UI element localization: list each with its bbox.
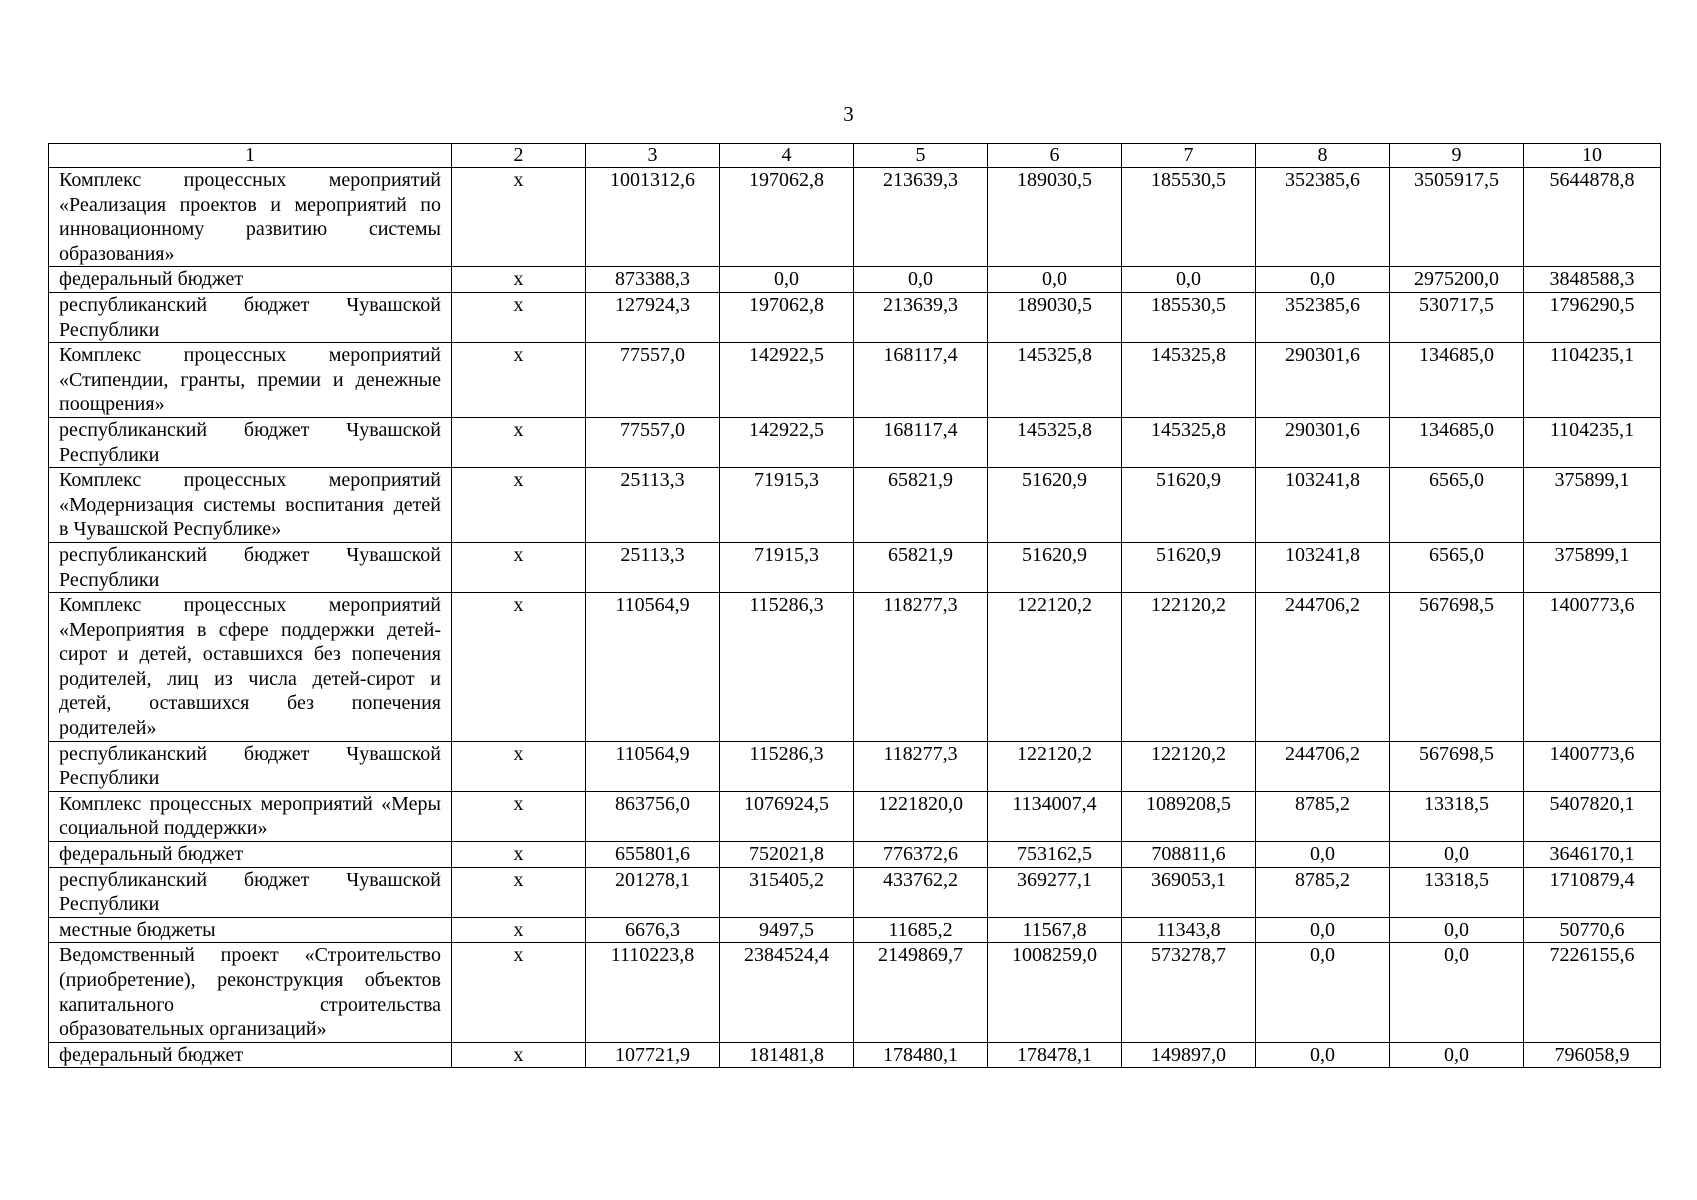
value-cell: 1001312,6 — [586, 168, 720, 267]
value-cell: 213639,3 — [854, 292, 988, 342]
table-row — [49, 943, 1661, 1042]
row-code: x — [452, 1042, 586, 1068]
value-cell: 7226155,6 — [1524, 943, 1661, 1042]
value-cell: 189030,5 — [988, 292, 1122, 342]
value-cell: 77557,0 — [586, 343, 720, 418]
value-cell: 5407820,1 — [1524, 791, 1661, 841]
value-cell: 51620,9 — [1122, 542, 1256, 592]
value-cell: 0,0 — [988, 267, 1122, 293]
table-row — [49, 791, 1661, 841]
value-cell: 1008259,0 — [988, 943, 1122, 1042]
table-row — [49, 168, 1661, 267]
row-code: x — [452, 168, 586, 267]
value-cell: 168117,4 — [854, 417, 988, 467]
value-cell: 25113,3 — [586, 542, 720, 592]
table-row — [49, 267, 1661, 293]
value-cell: 13318,5 — [1390, 791, 1524, 841]
value-cell: 290301,6 — [1256, 417, 1390, 467]
value-cell: 352385,6 — [1256, 292, 1390, 342]
value-cell: 65821,9 — [854, 542, 988, 592]
value-cell: 0,0 — [1390, 842, 1524, 868]
value-cell: 873388,3 — [586, 267, 720, 293]
value-cell: 25113,3 — [586, 468, 720, 543]
value-cell: 134685,0 — [1390, 417, 1524, 467]
value-cell: 655801,6 — [586, 842, 720, 868]
value-cell: 197062,8 — [720, 292, 854, 342]
value-cell: 77557,0 — [586, 417, 720, 467]
value-cell: 1710879,4 — [1524, 867, 1661, 917]
value-cell: 11343,8 — [1122, 917, 1256, 943]
value-cell: 315405,2 — [720, 867, 854, 917]
value-cell: 3646170,1 — [1524, 842, 1661, 868]
value-cell: 122120,2 — [988, 593, 1122, 742]
value-cell: 753162,5 — [988, 842, 1122, 868]
value-cell: 127924,3 — [586, 292, 720, 342]
table-row — [49, 468, 1661, 543]
value-cell: 2384524,4 — [720, 943, 854, 1042]
value-cell: 9497,5 — [720, 917, 854, 943]
row-label: федеральный бюджет — [49, 267, 452, 293]
value-cell: 1796290,5 — [1524, 292, 1661, 342]
value-cell: 0,0 — [1390, 943, 1524, 1042]
value-cell: 51620,9 — [1122, 468, 1256, 543]
value-cell: 776372,6 — [854, 842, 988, 868]
value-cell: 13318,5 — [1390, 867, 1524, 917]
value-cell: 433762,2 — [854, 867, 988, 917]
value-cell: 50770,6 — [1524, 917, 1661, 943]
row-code: x — [452, 842, 586, 868]
value-cell: 244706,2 — [1256, 593, 1390, 742]
value-cell: 118277,3 — [854, 593, 988, 742]
row-label: республиканский бюджет Чувашской Республики — [49, 741, 452, 791]
budget-table — [48, 143, 1661, 1068]
value-cell: 178480,1 — [854, 1042, 988, 1068]
row-code: x — [452, 468, 586, 543]
table-row — [49, 593, 1661, 742]
value-cell: 11685,2 — [854, 917, 988, 943]
value-cell: 8785,2 — [1256, 791, 1390, 841]
value-cell: 0,0 — [1122, 267, 1256, 293]
column-header: 1 — [49, 144, 452, 168]
value-cell: 142922,5 — [720, 343, 854, 418]
value-cell: 71915,3 — [720, 542, 854, 592]
value-cell: 1104235,1 — [1524, 417, 1661, 467]
row-label: Комплекс процессных мероприятий «Меры социальной поддержки» — [49, 791, 452, 841]
row-label: Ведомственный проект «Строительство (приобретение), реконструкция объектов капитального строительства образовательных организаций» — [49, 943, 452, 1042]
value-cell: 189030,5 — [988, 168, 1122, 267]
value-cell: 3505917,5 — [1390, 168, 1524, 267]
header-row — [49, 144, 1661, 168]
table-row — [49, 917, 1661, 943]
value-cell: 103241,8 — [1256, 468, 1390, 543]
value-cell: 0,0 — [854, 267, 988, 293]
value-cell: 2149869,7 — [854, 943, 988, 1042]
value-cell: 181481,8 — [720, 1042, 854, 1068]
row-code: x — [452, 791, 586, 841]
value-cell: 149897,0 — [1122, 1042, 1256, 1068]
row-label: Комплекс процессных мероприятий «Стипендии, гранты, премии и денежные поощрения» — [49, 343, 452, 418]
value-cell: 145325,8 — [988, 417, 1122, 467]
value-cell: 107721,9 — [586, 1042, 720, 1068]
row-code: x — [452, 943, 586, 1042]
value-cell: 2975200,0 — [1390, 267, 1524, 293]
value-cell: 145325,8 — [988, 343, 1122, 418]
value-cell: 134685,0 — [1390, 343, 1524, 418]
value-cell: 369277,1 — [988, 867, 1122, 917]
row-code: x — [452, 343, 586, 418]
value-cell: 369053,1 — [1122, 867, 1256, 917]
row-label: Комплекс процессных мероприятий «Реализация проектов и мероприятий по инновационному развитию системы образования» — [49, 168, 452, 267]
row-code: x — [452, 417, 586, 467]
value-cell: 122120,2 — [1122, 593, 1256, 742]
table-row — [49, 417, 1661, 467]
table-body — [49, 168, 1661, 1068]
value-cell: 1134007,4 — [988, 791, 1122, 841]
table-row — [49, 292, 1661, 342]
value-cell: 103241,8 — [1256, 542, 1390, 592]
value-cell: 11567,8 — [988, 917, 1122, 943]
table-row — [49, 343, 1661, 418]
value-cell: 115286,3 — [720, 741, 854, 791]
value-cell: 51620,9 — [988, 542, 1122, 592]
value-cell: 115286,3 — [720, 593, 854, 742]
value-cell: 567698,5 — [1390, 593, 1524, 742]
row-label: Комплекс процессных мероприятий «Мероприятия в сфере поддержки детей-сирот и детей, оставшихся без попечения родителей, лиц из числа детей-сирот и детей, оставшихся без попечения родителей» — [49, 593, 452, 742]
value-cell: 0,0 — [1390, 917, 1524, 943]
table-row — [49, 542, 1661, 592]
column-header: 4 — [720, 144, 854, 168]
value-cell: 0,0 — [1256, 1042, 1390, 1068]
value-cell: 65821,9 — [854, 468, 988, 543]
value-cell: 708811,6 — [1122, 842, 1256, 868]
row-label: республиканский бюджет Чувашской Республики — [49, 542, 452, 592]
value-cell: 375899,1 — [1524, 468, 1661, 543]
value-cell: 1089208,5 — [1122, 791, 1256, 841]
value-cell: 110564,9 — [586, 741, 720, 791]
value-cell: 51620,9 — [988, 468, 1122, 543]
column-header: 10 — [1524, 144, 1661, 168]
value-cell: 201278,1 — [586, 867, 720, 917]
value-cell: 352385,6 — [1256, 168, 1390, 267]
value-cell: 0,0 — [1256, 917, 1390, 943]
value-cell: 752021,8 — [720, 842, 854, 868]
value-cell: 0,0 — [1256, 267, 1390, 293]
row-code: x — [452, 917, 586, 943]
value-cell: 122120,2 — [988, 741, 1122, 791]
row-code: x — [452, 292, 586, 342]
value-cell: 375899,1 — [1524, 542, 1661, 592]
value-cell: 796058,9 — [1524, 1042, 1661, 1068]
value-cell: 8785,2 — [1256, 867, 1390, 917]
row-code: x — [452, 867, 586, 917]
value-cell: 6565,0 — [1390, 542, 1524, 592]
value-cell: 530717,5 — [1390, 292, 1524, 342]
column-header: 2 — [452, 144, 586, 168]
column-header: 7 — [1122, 144, 1256, 168]
table-row — [49, 842, 1661, 868]
column-header: 8 — [1256, 144, 1390, 168]
value-cell: 122120,2 — [1122, 741, 1256, 791]
value-cell: 6565,0 — [1390, 468, 1524, 543]
row-label: Комплекс процессных мероприятий «Модернизация системы воспитания детей в Чувашской Республике» — [49, 468, 452, 543]
value-cell: 213639,3 — [854, 168, 988, 267]
value-cell: 142922,5 — [720, 417, 854, 467]
value-cell: 290301,6 — [1256, 343, 1390, 418]
value-cell: 1104235,1 — [1524, 343, 1661, 418]
value-cell: 145325,8 — [1122, 417, 1256, 467]
row-label: федеральный бюджет — [49, 1042, 452, 1068]
value-cell: 0,0 — [720, 267, 854, 293]
value-cell: 0,0 — [1390, 1042, 1524, 1068]
value-cell: 1110223,8 — [586, 943, 720, 1042]
column-header: 9 — [1390, 144, 1524, 168]
value-cell: 197062,8 — [720, 168, 854, 267]
column-header: 3 — [586, 144, 720, 168]
value-cell: 145325,8 — [1122, 343, 1256, 418]
value-cell: 71915,3 — [720, 468, 854, 543]
page-number: 3 — [843, 102, 854, 126]
value-cell: 118277,3 — [854, 741, 988, 791]
value-cell: 1400773,6 — [1524, 593, 1661, 742]
table-row — [49, 867, 1661, 917]
value-cell: 5644878,8 — [1524, 168, 1661, 267]
value-cell: 0,0 — [1256, 842, 1390, 868]
row-code: x — [452, 267, 586, 293]
row-code: x — [452, 542, 586, 592]
column-header: 5 — [854, 144, 988, 168]
value-cell: 6676,3 — [586, 917, 720, 943]
row-label: республиканский бюджет Чувашской Республики — [49, 867, 452, 917]
row-code: x — [452, 593, 586, 742]
value-cell: 168117,4 — [854, 343, 988, 418]
row-label: республиканский бюджет Чувашской Республики — [49, 292, 452, 342]
value-cell: 1076924,5 — [720, 791, 854, 841]
row-label: республиканский бюджет Чувашской Республики — [49, 417, 452, 467]
value-cell: 1400773,6 — [1524, 741, 1661, 791]
value-cell: 567698,5 — [1390, 741, 1524, 791]
value-cell: 178478,1 — [988, 1042, 1122, 1068]
row-label: местные бюджеты — [49, 917, 452, 943]
value-cell: 3848588,3 — [1524, 267, 1661, 293]
value-cell: 244706,2 — [1256, 741, 1390, 791]
value-cell: 573278,7 — [1122, 943, 1256, 1042]
value-cell: 185530,5 — [1122, 168, 1256, 267]
row-label: федеральный бюджет — [49, 842, 452, 868]
row-code: x — [452, 741, 586, 791]
value-cell: 185530,5 — [1122, 292, 1256, 342]
value-cell: 863756,0 — [586, 791, 720, 841]
value-cell: 1221820,0 — [854, 791, 988, 841]
value-cell: 110564,9 — [586, 593, 720, 742]
value-cell: 0,0 — [1256, 943, 1390, 1042]
table-row — [49, 741, 1661, 791]
column-header: 6 — [988, 144, 1122, 168]
table-row — [49, 1042, 1661, 1068]
